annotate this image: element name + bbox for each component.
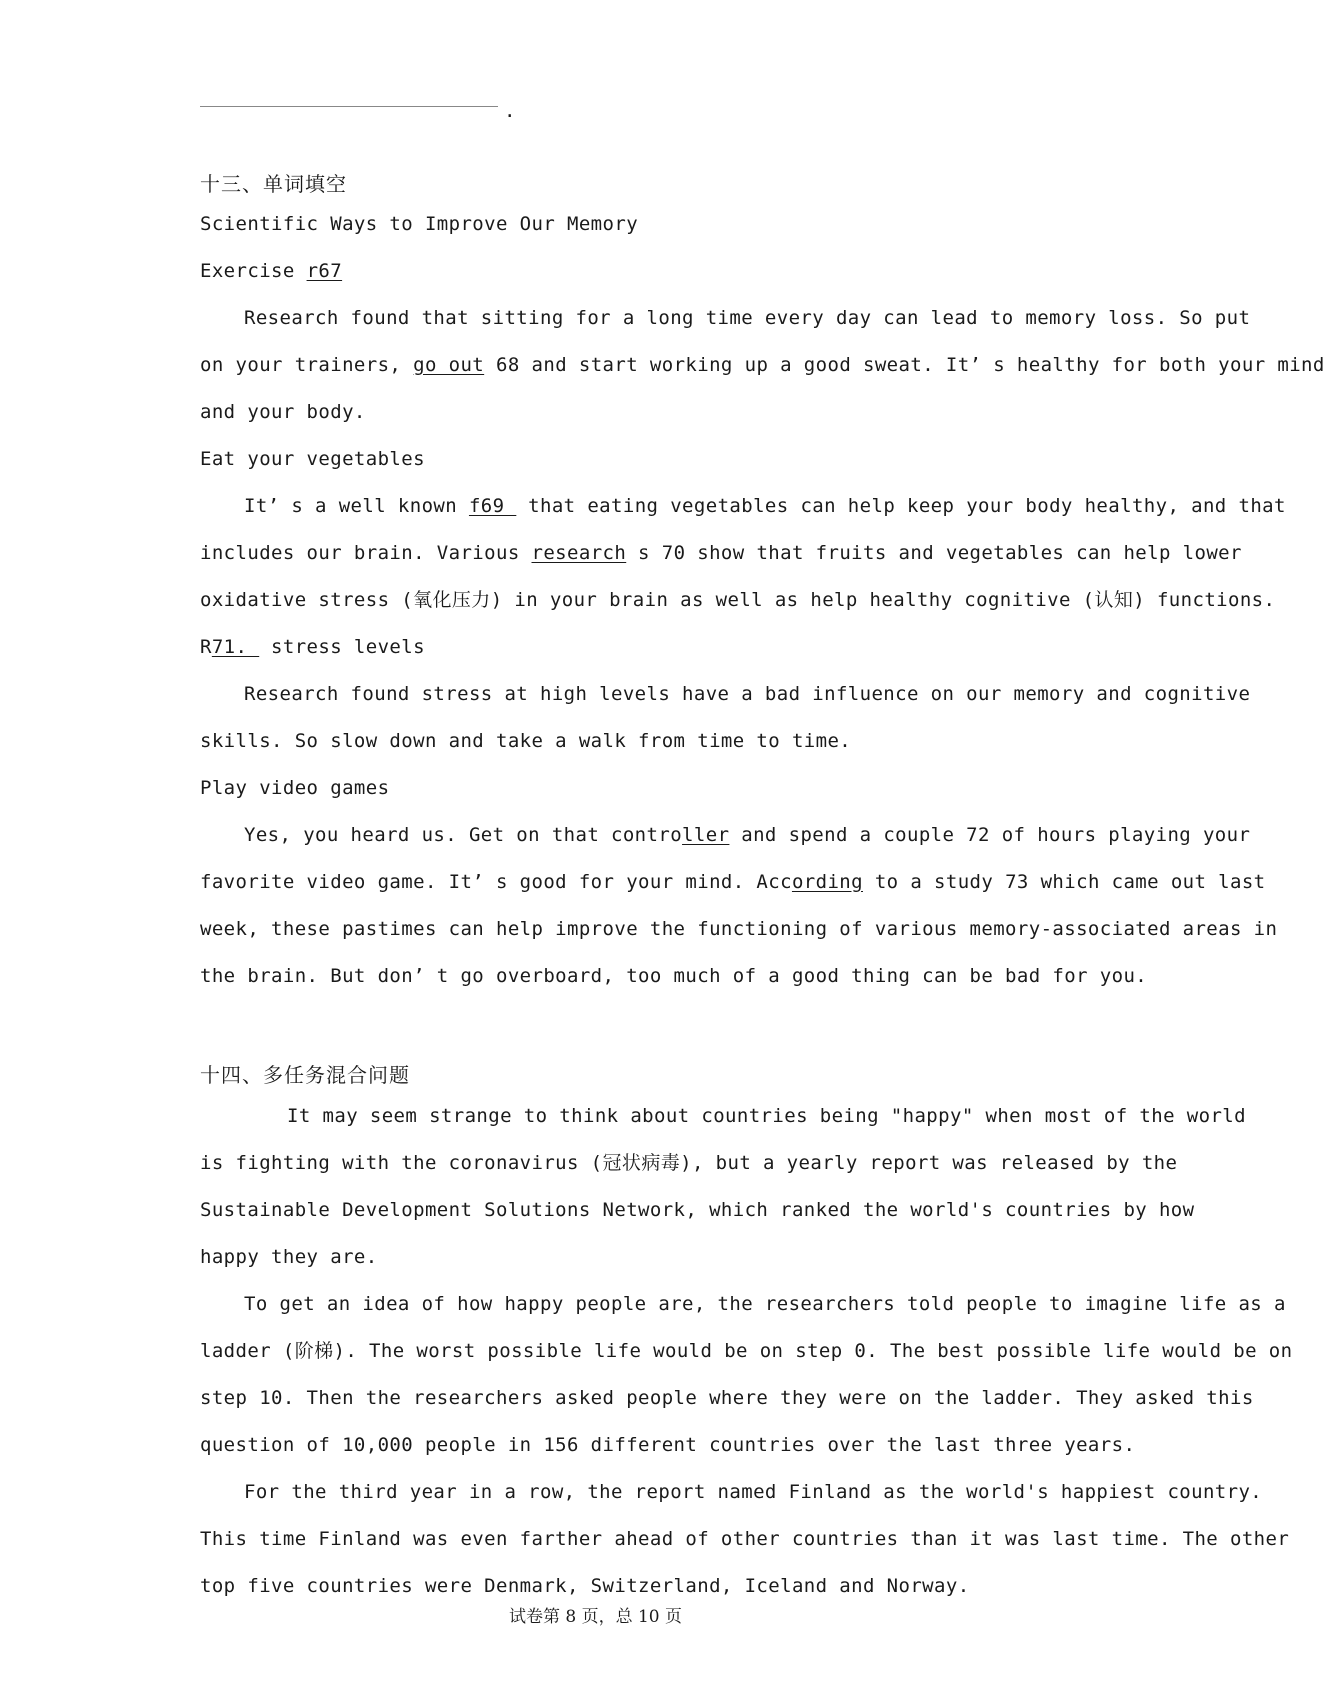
paragraph-line: question of 10,000 people in 156 different countries over the last three years.	[200, 1434, 1136, 1456]
paragraph-line: Research found that sitting for a long time every day can lead to memory loss. So put	[244, 307, 1251, 329]
answer-blank-line	[200, 106, 498, 107]
paragraph-line: week, these pastimes can help improve the functioning of various memory-associated areas in	[200, 918, 1278, 940]
paragraph-line: Research found stress at high levels have a bad influence on our memory and cognitive	[244, 683, 1251, 705]
paragraph-line: happy they are.	[200, 1246, 378, 1268]
blank-67: r67	[306, 260, 343, 282]
paragraph-line: Sustainable Development Solutions Network, which ranked the world's countries by how	[200, 1199, 1195, 1221]
paragraph-line: step 10. Then the researchers asked people where they were on the ladder. They asked this	[200, 1387, 1254, 1409]
paragraph-line: Yes, you heard us. Get on that controller and spend a couple 72 of hours playing your	[244, 824, 1251, 846]
paragraph-line: oxidative stress (氧化压力) in your brain as well as help healthy cognitive (认知) functions.	[200, 589, 1276, 611]
blank-71: 71.	[211, 636, 260, 658]
paragraph-line: It may seem strange to think about countries being "happy" when most of the world	[287, 1105, 1246, 1127]
blank-73: ording	[791, 871, 863, 893]
page-footer: 试卷第 8 页，总 10 页	[508, 1607, 683, 1627]
paragraph-line: the brain. But don’ t go overboard, too much of a good thing can be bad for you.	[200, 965, 1148, 987]
subheading-text: Exercise	[200, 260, 307, 282]
paragraph-line: To get an idea of how happy people are, the researchers told people to imagine life as a	[244, 1293, 1286, 1315]
subheading-exercise	[200, 259, 342, 283]
section-14-heading: 十四、多任务混合问题	[200, 1063, 410, 1087]
subheading-eat-vegetables: Eat your vegetables	[200, 448, 425, 470]
paragraph-line: favorite video game. It’ s good for your mind. According to a study 73 which came out last	[200, 871, 1266, 893]
paragraph-line: and your body.	[200, 401, 366, 423]
section-13-title: Scientific Ways to Improve Our Memory	[200, 213, 639, 235]
paragraph-line: It’ s a well known f69 that eating vegetables can help keep your body healthy, and that	[244, 495, 1286, 517]
paragraph-line: includes our brain. Various research s 70 show that fruits and vegetables can help lower	[200, 542, 1242, 564]
blank-72: ller	[682, 824, 730, 846]
paragraph-line: top five countries were Denmark, Switzerland, Iceland and Norway.	[200, 1575, 970, 1597]
paragraph-line: is fighting with the coronavirus (冠状病毒), but a yearly report was released by the	[200, 1152, 1178, 1174]
paragraph-line: on your trainers, go out 68 and start working up a good sweat. It’ s healthy for both your mind	[200, 354, 1325, 376]
paragraph-line: For the third year in a row, the report named Finland as the world's happiest country.	[244, 1481, 1263, 1503]
subheading-video-games: Play video games	[200, 777, 390, 799]
subheading-stress: R71. stress levels	[200, 636, 425, 658]
section-13-heading: 十三、单词填空	[200, 172, 347, 196]
blank-69: f69	[468, 495, 517, 517]
blank-68: go out	[413, 354, 485, 376]
blank-70: research	[531, 542, 627, 564]
paragraph-line: ladder (阶梯). The worst possible life would be on step 0. The best possible life would be on	[200, 1340, 1293, 1362]
paragraph-line: skills. So slow down and take a walk from time to time.	[200, 730, 852, 752]
answer-blank-dot: .	[504, 100, 516, 122]
paragraph-line: This time Finland was even farther ahead of other countries than it was last time. The other	[200, 1528, 1290, 1550]
